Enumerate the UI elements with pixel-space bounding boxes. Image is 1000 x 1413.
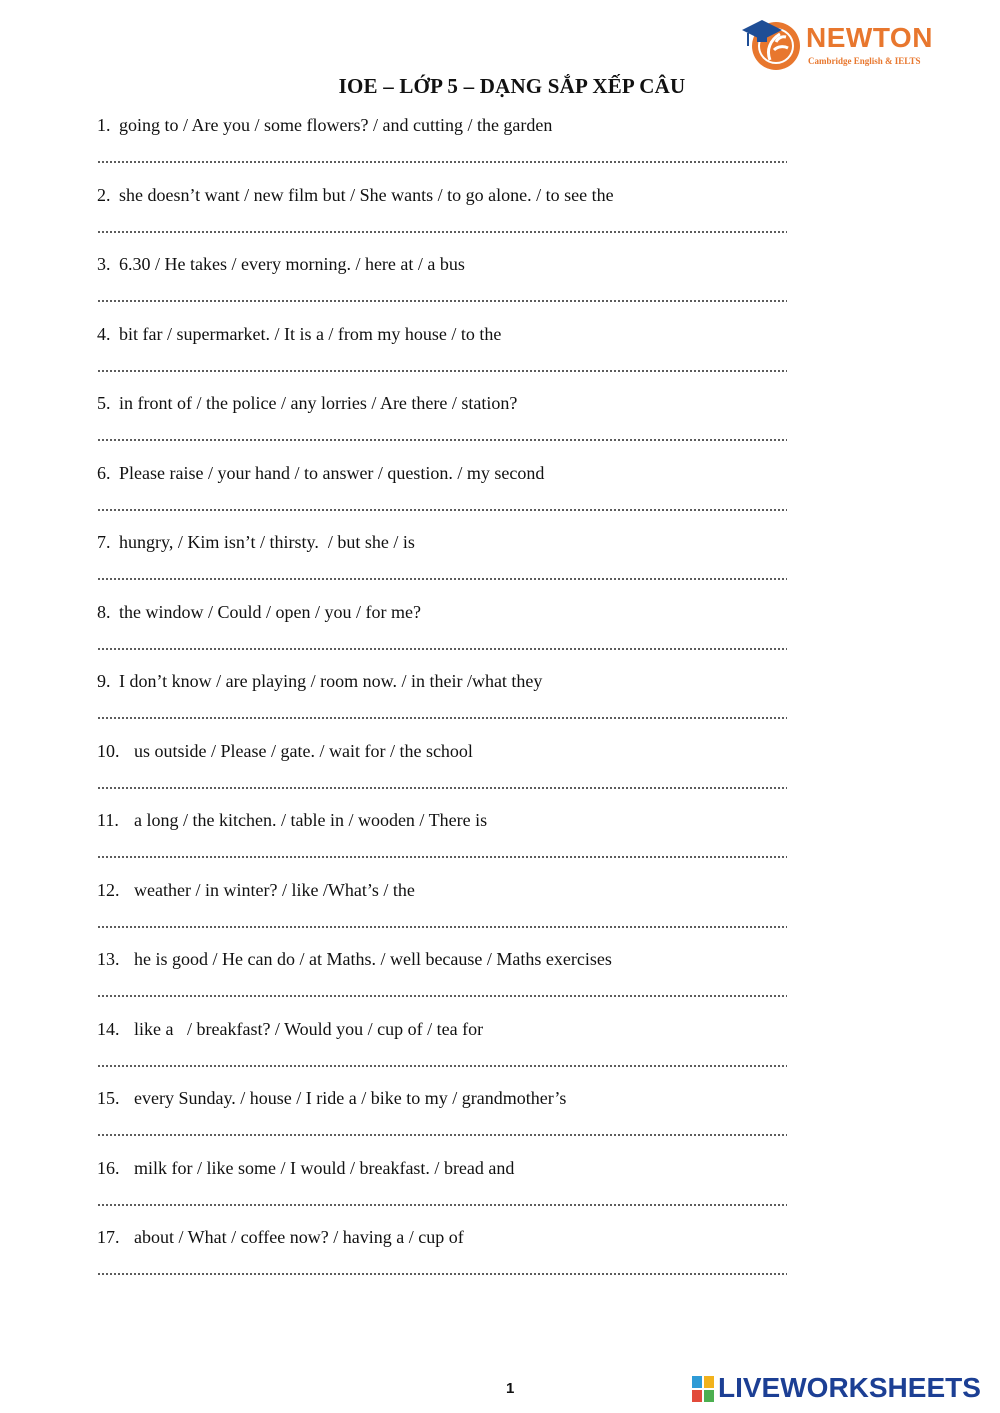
answer-field[interactable]	[97, 1056, 787, 1070]
question-item	[97, 938, 797, 1008]
question-prompt	[97, 1157, 514, 1179]
question-item	[97, 799, 797, 869]
question-number: 12.	[97, 879, 120, 900]
question-words: every Sunday. / house / I ride a / bike to my / grandmother’s	[134, 1088, 567, 1108]
question-item	[97, 243, 797, 313]
answer-field[interactable]	[97, 917, 787, 931]
logo-tagline: Cambridge English & IELTS	[808, 56, 921, 66]
question-words: the window / Could / open / you / for me?	[119, 601, 421, 622]
question-prompt	[97, 1018, 483, 1040]
answer-field[interactable]	[97, 222, 787, 236]
question-item	[97, 521, 797, 591]
answer-field[interactable]	[97, 986, 787, 1000]
question-words: milk for / like some / I would / breakfast. / bread and	[134, 1157, 515, 1178]
question-prompt	[97, 1226, 464, 1248]
answer-field[interactable]	[97, 430, 787, 444]
question-number: 14.	[97, 1018, 120, 1039]
question-words: like a / breakfast? / Would you / cup of / tea for	[134, 1018, 484, 1039]
answer-field[interactable]	[97, 1264, 787, 1278]
question-item	[97, 730, 797, 800]
question-item	[97, 104, 797, 174]
question-list	[97, 104, 797, 1286]
question-number: 1.	[97, 115, 111, 135]
answer-field[interactable]	[97, 778, 787, 792]
question-words: Please raise / your hand / to answer / question. / my second	[119, 462, 545, 483]
question-number: 8.	[97, 601, 111, 622]
question-prompt	[97, 114, 552, 136]
question-words: us outside / Please / gate. / wait for / the school	[134, 740, 473, 761]
question-words: bit far / supermarket. / It is a / from my house / to the	[119, 323, 502, 344]
question-item	[97, 660, 797, 730]
question-item	[97, 382, 797, 452]
newton-logo	[740, 10, 940, 76]
answer-field[interactable]	[97, 639, 787, 653]
question-item	[97, 313, 797, 383]
answer-field[interactable]	[97, 708, 787, 722]
question-number: 16.	[97, 1157, 120, 1178]
liveworksheets-logo-icon	[692, 1376, 714, 1402]
question-prompt	[97, 253, 465, 275]
question-number: 11.	[97, 810, 119, 830]
question-prompt	[97, 184, 614, 206]
answer-field[interactable]	[97, 1125, 787, 1139]
question-item	[97, 452, 797, 522]
question-item	[97, 174, 797, 244]
question-item	[97, 1147, 797, 1217]
question-prompt	[97, 392, 517, 414]
question-words: 6.30 / He takes / every morning. / here at / a bus	[119, 254, 465, 274]
question-prompt	[97, 670, 542, 692]
question-item	[97, 1008, 797, 1078]
question-number: 9.	[97, 671, 111, 691]
question-number: 4.	[97, 323, 111, 344]
question-item	[97, 1077, 797, 1147]
liveworksheets-text: LIVEWORKSHEETS	[718, 1372, 981, 1403]
question-item	[97, 869, 797, 939]
answer-field[interactable]	[97, 847, 787, 861]
answer-field[interactable]	[97, 152, 787, 166]
question-number: 13.	[97, 949, 120, 969]
answer-field[interactable]	[97, 361, 787, 375]
question-words: she doesn’t want / new film but / She wants / to go alone. / to see the	[119, 184, 614, 205]
page-number: 1	[506, 1380, 515, 1397]
question-number: 17.	[97, 1227, 120, 1247]
question-prompt	[97, 462, 544, 484]
question-number: 3.	[97, 254, 111, 274]
question-words: hungry, / Kim isn’t / thirsty. / but she / is	[119, 532, 415, 552]
question-words: I don’t know / are playing / room now. / in their /what they	[119, 671, 543, 691]
question-number: 6.	[97, 462, 111, 483]
answer-field[interactable]	[97, 500, 787, 514]
question-prompt	[97, 531, 415, 553]
logo-name: NEWTON	[806, 22, 933, 53]
question-prompt	[97, 323, 501, 345]
question-words: a long / the kitchen. / table in / wooden / There is	[134, 810, 488, 830]
question-prompt	[97, 740, 473, 762]
question-number: 15.	[97, 1088, 120, 1108]
question-words: he is good / He can do / at Maths. / well because / Maths exercises	[134, 949, 612, 969]
question-words: going to / Are you / some flowers? / and cutting / the garden	[119, 115, 553, 135]
answer-field[interactable]	[97, 1195, 787, 1209]
question-number: 7.	[97, 532, 111, 552]
question-prompt	[97, 1087, 566, 1109]
question-words: about / What / coffee now? / having a / cup of	[134, 1227, 464, 1247]
question-prompt	[97, 601, 421, 623]
newton-emblem-icon	[740, 10, 806, 76]
question-number: 5.	[97, 393, 111, 413]
question-words: weather / in winter? / like /What’s / the	[134, 879, 415, 900]
answer-field[interactable]	[97, 291, 787, 305]
question-item	[97, 591, 797, 661]
question-prompt	[97, 809, 487, 831]
question-words: in front of / the police / any lorries / Are there / station?	[119, 393, 518, 413]
page-title: IOE – LỚP 5 – DẠNG SẮP XẾP CÂU	[338, 74, 686, 98]
question-number: 10.	[97, 740, 120, 761]
question-item	[97, 1216, 797, 1286]
answer-field[interactable]	[97, 569, 787, 583]
question-number: 2.	[97, 184, 111, 205]
liveworksheets-watermark[interactable]	[692, 1372, 992, 1404]
question-prompt	[97, 879, 415, 901]
question-prompt	[97, 948, 612, 970]
